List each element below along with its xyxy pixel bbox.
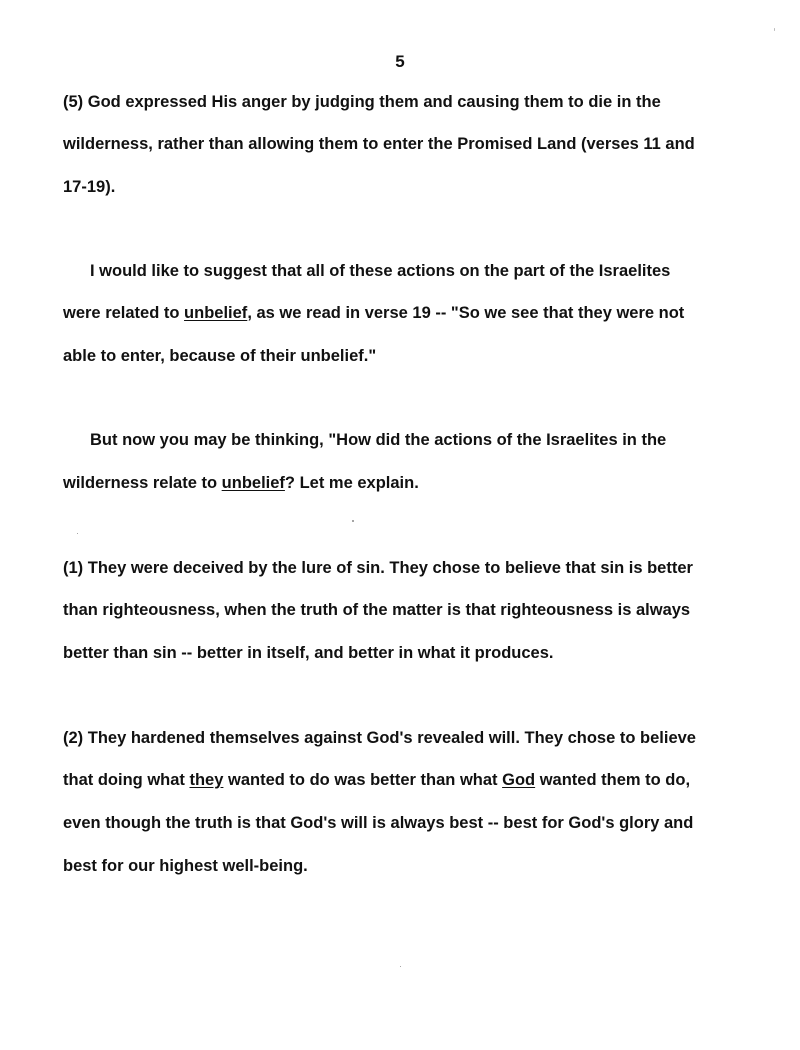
text-run: , as we read in verse 19 -- "So we see that they were not [247,304,685,322]
underlined-word: they [189,771,224,789]
text-run: best for our highest well-being. [63,857,308,875]
paragraph-4-line-2 [63,600,690,620]
text-run: (5) God expressed His anger by judging them and causing them to die in the [63,93,661,111]
text-run: 17-19). [63,178,116,196]
text-run: were related to [63,304,185,322]
text-run: (1) They were deceived by the lure of sin. They chose to believe that sin is better [63,559,693,577]
text-run: (2) They hardened themselves against God's revealed will. They chose to believe [63,729,696,747]
scan-speck [774,28,775,31]
paragraph-5-line-1 [63,728,696,748]
page-number: 5 [395,52,405,71]
paragraph-1-line-1 [63,92,661,112]
text-run: even though the truth is that God's will is always best -- best for God's glory and [63,814,694,832]
text-run: better than sin -- better in itself, and better in what it produces. [63,644,554,662]
text-run: that doing what [63,771,190,789]
text-run: wanted them to do, [535,771,691,789]
text-run: than righteousness, when the truth of the matter is that righteousness is always [63,601,691,619]
text-run: I would like to suggest that all of these actions on the part of the Israelites [90,262,671,280]
underlined-word: God [502,771,536,789]
paragraph-5-line-4 [63,856,308,876]
text-run: ? Let me explain. [284,474,419,492]
paragraph-2-line-3 [63,346,376,366]
paragraph-3-line-2 [63,473,419,493]
scan-speck [400,966,401,967]
paragraph-4-line-1 [63,558,693,578]
text-run: wilderness, rather than allowing them to enter the Promised Land (verses 11 and [63,135,695,153]
paragraph-2-line-2 [63,303,684,323]
underlined-word: unbelief [184,304,248,322]
paragraph-5-line-3 [63,813,693,833]
paragraph-3-line-1 [90,430,666,450]
text-run: wilderness relate to [63,474,222,492]
text-run: wanted to do was better than what [223,771,503,789]
scan-speck [352,520,354,522]
paragraph-1-line-3 [63,177,115,197]
underlined-word: unbelief [221,474,285,492]
text-run: But now you may be thinking, "How did the actions of the Israelites in the [90,431,667,449]
paragraph-5-line-2 [63,770,690,790]
paragraph-2-line-1 [90,261,670,281]
scan-speck [77,533,78,534]
paragraph-1-line-2 [63,134,695,154]
paragraph-4-line-3 [63,643,553,663]
text-run: able to enter, because of their unbelief." [63,347,377,365]
